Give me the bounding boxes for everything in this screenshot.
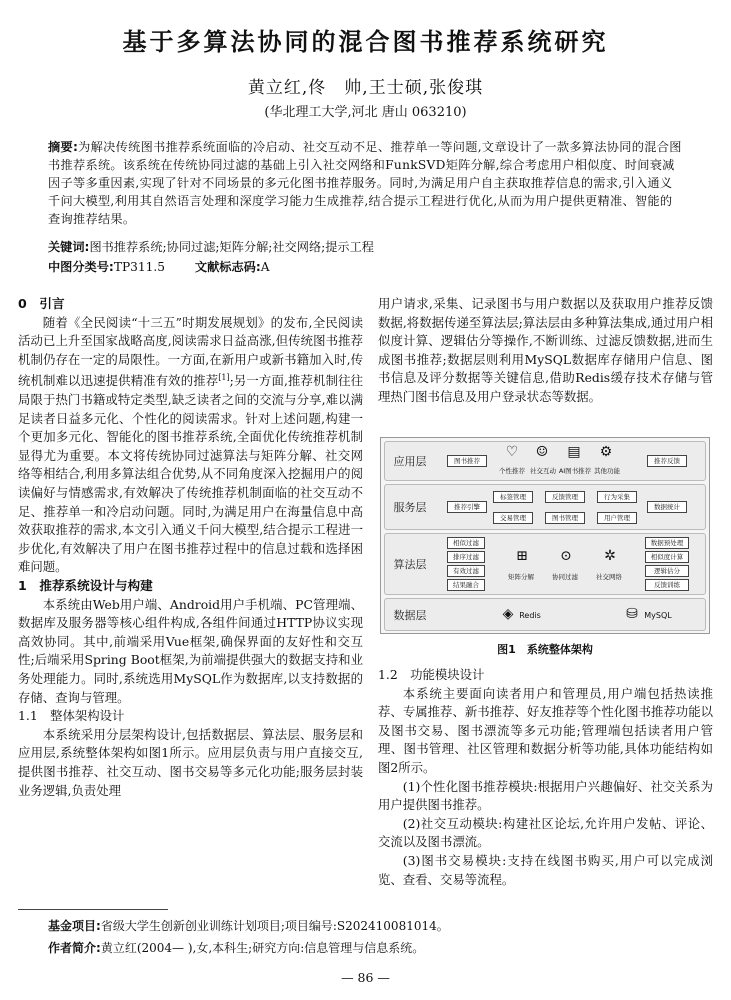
clc-label: 中图分类号: [48,260,114,274]
data-stats-box: 数据统计 [647,501,687,513]
module-item-2: (2)社交互动模块:构建社区论坛,允许用户发帖、评论、交流以及图书漂流。 [378,815,713,850]
book-mgmt-box: 图书管理 [545,512,585,524]
redis-label: Redis [519,611,541,620]
database-icon: ⛁ [626,606,638,622]
rec-engine-box: 推荐引擎 [447,501,487,513]
abstract [48,138,684,228]
gear-icon: ⚙ [599,444,613,460]
other-label: 其他功能 [594,467,620,475]
abstract-text: 为解决传统图书推荐系统面临的冷启动、社交互动不足、推荐单一等问题,文章设计了一款多算法协同的混合图书推荐系统。该系统在传统协同过滤的基础上引入社交网络和FunkSVD矩阵分解,综合考虑用户相似度、时间衰减因子等多重因素,实现了针对不同场景的多元化图书推荐服务。同时,为满足用户自主获取推荐信息的需求,引入通义千问大模型,利用其自然语言处理和深度学习能力生成推荐,结合提示工程进行优化,从而为用户提供更精准、智能的查询推荐结果。 [48,140,682,226]
tag-mgmt-box: 标签管理 [493,491,533,503]
personal-rec-label: 个性推荐 [499,467,525,475]
collab-filter-label: 协同过滤 [552,573,578,581]
algo-right-0: 数据预处理 [645,537,689,549]
keywords [48,238,684,255]
algo-left-2: 有效过滤 [447,565,485,577]
trade-mgmt-box: 交易管理 [493,512,533,524]
intro-paragraph [18,314,363,577]
fund-text: 省级大学生创新创业训练计划项目;项目编号:S202410081014。 [100,919,449,933]
clc-value: TP311.5 [113,260,166,274]
page-number: — 86 — [341,970,390,985]
right-column-bottom [378,666,713,889]
keywords-text: 图书推荐系统;协同过滤;矩阵分解;社交网络;提示工程 [89,240,374,254]
section-intro-heading: 0 引言 [18,296,65,311]
algo-left-1: 排序过滤 [447,551,485,563]
fund-info [48,917,449,934]
feedback-mgmt-box: 反馈管理 [545,491,585,503]
continued-paragraph: 用户请求,采集、记录图书与用户数据以及获取用户推荐反馈数据,将数据传递至算法层;算法层由多种算法集成,通过用户相似度计算、逻辑估分等操作,不断训练、过滤反馈数据,进而生成图书推荐;数据层则利用MySQL数据库存储用户信息、图书信息及评分数据等关键信息,借助Redis缓存技术存储与管理热门图书信息及用户登录状态等数据。 [378,296,713,404]
arch-paragraph: 本系统采用分层架构设计,包括数据层、算法层、服务层和应用层,系统整体架构如图1所示。应用层负责与用户直接交互,提供图书推荐、社交互动、图书交易等多元化功能;服务层封装业务逻辑,负责处理 [18,726,363,798]
tree-icon: ⊞ [516,548,528,564]
left-column [18,295,363,800]
mysql-label: MySQL [644,611,672,620]
data-layer-label: 数据层 [393,608,427,622]
doc-code-label: 文献标志码: [194,260,261,274]
algo-right-3: 反馈训练 [645,579,689,591]
intro-text-a: 随着《全民阅读“十三五”时期发展规划》的发布,全民阅读活动已上升至国家战略高度,阅读需求日益高涨,但传统图书推荐机制仍存在一定的局限性。一方面,在新用户或新书籍加入时,传统机制难以迅速提供精准有效的推荐 [18,314,363,389]
algorithm-layer [384,533,706,595]
intro-text-b: ;另一方面,推荐机制往往局限于热门书籍或特定类型,缺乏读者之间的交流与分享,难以满足读者日益多元化、个性化的阅读需求。针对上述问题,构建一个更加多元化、智能化的图书推荐系统,全面优化传统推荐机制显得尤为重要。本文将传统协同过滤算法与矩阵分解、社交网络等相结合,利用多算法组合优势,从不同角度深入挖掘用户的阅读偏好与情感需求,有效解决了传统推荐机制面临的社交互动不足、推荐单一和冷启动问题。同时,为满足用户在海量信息中高效获取推荐的需求,本文引入通义千问大模型,结合提示工程进一步优化,有效解决了用户在图书推荐过程中的信息过载和选择困难问题。 [18,373,363,575]
heart-icon: ♡ [505,444,519,460]
behavior-collect-box: 行为采集 [597,491,637,503]
algo-right-1: 相似度计算 [645,551,689,563]
algo-left-0: 相似过滤 [447,537,485,549]
social-network-label: 社交网络 [596,573,622,581]
service-layer [384,484,706,530]
section-design-heading: 1 推荐系统设计与构建 [18,578,153,594]
ai-rec-label: AI图书推荐 [558,467,592,475]
service-layer-label: 服务层 [393,501,427,514]
user-mgmt-box: 用户管理 [597,512,637,524]
abstract-label: 摘要: [48,140,79,154]
paper-title: 基于多算法协同的混合图书推荐系统研究 [122,28,609,56]
social-icon: ☺ [535,444,549,460]
authors: 黄立红,佟 帅,王士硕,张俊琪 [247,78,484,98]
affiliation: (华北理工大学,河北 唐山 063210) [264,105,467,120]
doc-code-value: A [260,260,270,274]
application-layer-label: 应用层 [393,455,427,468]
classification [48,258,684,275]
module-item-3: (3)图书交易模块:支持在线图书购买,用户可以完成浏览、查看、交易等流程。 [378,852,713,887]
book-recommend-box: 图书推荐 [447,455,487,467]
keywords-label: 关键词: [48,240,90,254]
design-paragraph: 本系统由Web用户端、Android用户手机端、PC管理端、数据库及服务器等核心组件构成,各组件间通过HTTP协议实现高效协同。其中,前端采用Vue框架,确保界面的友好性和交互性;后端采用Spring Boot框架,为前端提供强大的数据支持和业务处理能力。同时,系统选用MySQL作为数据库,以支持数据的存储、查询与管理。 [18,596,363,705]
author-bio [48,939,424,956]
rec-feedback-box: 推荐反馈 [647,455,687,467]
bio-label: 作者简介: [48,941,101,955]
subsection-arch-heading: 1.1 整体架构设计 [18,708,125,724]
algo-left-3: 结果融合 [447,579,485,591]
ai-book-icon: ▤ [567,444,581,460]
citation-1[interactable]: [1] [218,373,230,383]
footnote-divider [18,909,168,910]
matrix-factor-label: 矩阵分解 [508,573,534,581]
algo-right-2: 逻辑估分 [645,565,689,577]
fund-label: 基金项目: [48,919,101,933]
subsection-func-heading: 1.2 功能模块设计 [378,667,485,682]
algorithm-layer-label: 算法层 [393,558,427,571]
redis-icon: ◈ [502,606,514,622]
bio-text: 黄立红(2004— ),女,本科生;研究方向:信息管理与信息系统。 [100,941,425,955]
figure-caption: 图1 系统整体架构 [497,643,593,656]
application-layer [384,441,706,481]
cf-search-icon: ⊙ [560,548,572,564]
right-column-top [378,295,713,407]
module-item-1: (1)个性化图书推荐模块:根据用户兴趣偏好、社交关系为用户提供图书推荐。 [378,778,713,813]
architecture-figure [380,437,710,634]
func-paragraph: 本系统主要面向读者用户和管理员,用户端包括热读推荐、专属推荐、新书推荐、好友推荐等个性化图书推荐功能以及图书交易、图书漂流等多元功能;管理端包括读者用户管理、图书管理、社区管理和数据分析等功能,具体功能结构如图2所示。 [378,685,713,775]
social-label: 社交互动 [530,467,556,475]
network-icon: ✲ [604,548,616,564]
data-layer [384,598,706,631]
